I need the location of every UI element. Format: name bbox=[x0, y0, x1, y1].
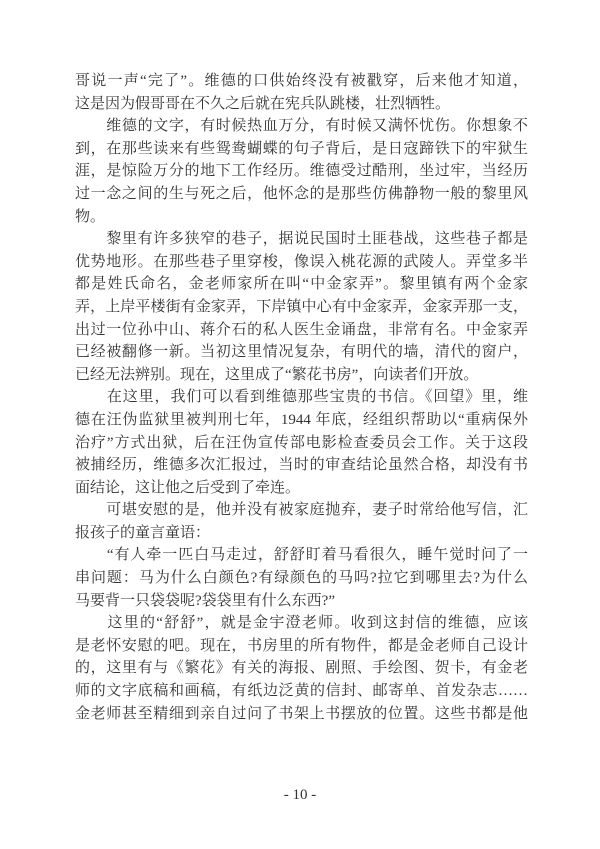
text-line: 在这里，我们可以看到维德那些宝贵的书信。《回望》里，维 bbox=[75, 389, 528, 406]
text-line: “有人牵一匹白马走过，舒舒盯着马看很久，睡午觉时问了一 bbox=[75, 547, 528, 564]
text-line: 马要背一只袋袋呢?袋袋里有什么东西?” bbox=[75, 592, 335, 609]
document-body bbox=[75, 70, 528, 725]
text-line: 师的文字底稿和画稿，有纸边泛黄的信封、邮寄单、首发杂志…… bbox=[75, 683, 528, 700]
text-line: 过一念之间的生与死之后，他怀念的是那些仿佛静物一般的黎里风 bbox=[75, 185, 528, 202]
text-line: 出过一位孙中山、蒋介石的私人医生金诵盘，非常有名。中金家弄 bbox=[75, 321, 528, 338]
page-number: - 10 - bbox=[283, 787, 317, 803]
text-line: 金老师甚至精细到亲自过问了书架上书摆放的位置。这些书都是他 bbox=[75, 705, 528, 722]
text-line: 物。 bbox=[75, 208, 106, 225]
text-line: 被捕经历，维德多次汇报过，当时的审查结论虽然合格，却没有书 bbox=[75, 457, 528, 474]
text-line: 弄，上岸平楼街有金家弄，下岸镇中心有中金家弄，金家弄那一支， bbox=[75, 298, 528, 315]
text-line: 可堪安慰的是，他并没有被家庭抛弃，妻子时常给他写信，汇 bbox=[75, 502, 528, 519]
text-line: 面结论，这让他之后受到了牵连。 bbox=[75, 479, 301, 496]
text-line: 涯，是惊险万分的地下工作经历。维德受过酷刑，坐过牢，当经历 bbox=[75, 163, 528, 180]
text-line: 到，在那些读来有些鸳鸯蝴蝶的句子背后，是日寇蹄铁下的牢狱生 bbox=[75, 140, 528, 157]
text-line: 德在汪伪监狱里被判刑七年，1944 年底，经组织帮助以“重病保外 bbox=[75, 411, 528, 428]
text-line: 报孩子的童言童语： bbox=[75, 524, 211, 541]
text-line: 哥说一声“完了”。维德的口供始终没有被戳穿，后来他才知道， bbox=[75, 73, 528, 89]
text-line: 维德的文字，有时候热血万分，有时候又满怀忧伤。你想象不 bbox=[75, 118, 528, 135]
text-line: 黎里有许多狭窄的巷子，据说民国时土匪巷战，这些巷子都是 bbox=[75, 231, 528, 248]
text-line: 串问题：马为什么白颜色?有绿颜色的马吗?拉它到哪里去?为什么 bbox=[75, 570, 528, 587]
text-line: 这是因为假哥哥在不久之后就在宪兵队跳楼，壮烈牺牲。 bbox=[75, 95, 451, 112]
text-line: 已经被翻修一新。当初这里情况复杂，有明代的墙，清代的窗户， bbox=[75, 344, 528, 361]
text-line: 治疗”方式出狱，后在汪伪宣传部电影检查委员会工作。关于这段 bbox=[75, 434, 528, 451]
text-line: 这里的“舒舒”，就是金宇澄老师。收到这封信的维德，应该 bbox=[75, 615, 528, 632]
text-line: 优势地形。在那些巷子里穿梭，像误入桃花源的武陵人。弄堂多半 bbox=[75, 253, 528, 270]
text-line: 是老怀安慰的吧。现在，书房里的所有物件，都是金老师自己设计 bbox=[75, 637, 528, 654]
text-line: 已经无法辨别。现在，这里成了“繁花书房”，向读者们开放。 bbox=[75, 366, 479, 383]
text-line: 都是姓氏命名，金老师家所在叫“中金家弄”。黎里镇有两个金家 bbox=[75, 276, 528, 293]
text-line: 的，这里有与《繁花》有关的海报、剧照、手绘图、贺卡，有金老 bbox=[75, 660, 528, 677]
